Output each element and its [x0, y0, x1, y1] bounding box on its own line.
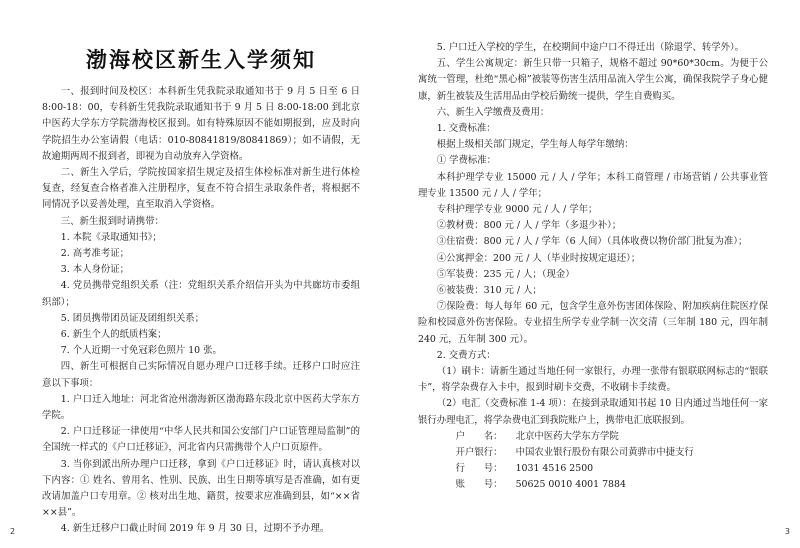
payment-method-heading: 2. 交费方式： [436, 349, 496, 361]
tuition-college: 专科护理学专业 9000 元 / 人 / 学年； [436, 204, 598, 216]
fee-item: ④公寓押金：200 元 / 人（毕业时按规定退还）； [436, 252, 641, 264]
right-body [418, 40, 768, 494]
bank-account: 账 号： 50625 0010 4001 7884 [455, 479, 626, 491]
list-item: 1. 户口迁入地址：河北省沧州渤海新区渤海路东段北京中医药大学东方学院。 [42, 393, 360, 422]
list-item: 2. 高考准考证； [60, 248, 129, 260]
items-to-bring-heading: 三、新生报到时请携带： [60, 215, 164, 227]
fees-heading: 六、新生入学缴费及费用： [436, 106, 550, 118]
household-registration-paragraph: 四、新生可根据自己实际情况自愿办理户口迁移手续。迁移户口时应注意以下事项： [42, 361, 360, 389]
list-item: 5. 团员携带团员证及团组织关系； [60, 312, 204, 324]
reporting-time-paragraph: 一、报到时间及校区：本科新生凭我院录取通知书于 9 月 5 日至 6 日 8:00-18：00，专科新生凭我院录取通知书于 9 月 5 日 8:00-18:00 到北京中医药大学东方学院渤海校区报到。如有特殊原因不能如期报到，应及时向学院招生办公室请假（电话：010-80841819/80841869）；如不请假，无故逾期两周不报到者，即视为自动放弃入学资格。 [42, 86, 360, 162]
bank-info [418, 429, 768, 494]
fee-item: ③住宿费：800 元 / 人 / 学年（6 人间）（具体收费以物价部门批复为准）； [436, 236, 748, 248]
page-number: 3 [784, 527, 790, 536]
list-item: 3. 当你到派出所办理户口迁移，拿到《户口迁移证》时，请认真核对以下内容：① 姓名、曾用名、性别、民族、出生日期等填写是否准确，如有更改请加盖户口专用章。② 核对出生地、籍贯，按要求应准确到县，如“××省××县”。 [42, 458, 360, 519]
fee-item: ②教材费：800 元 / 人 / 学年（多退少补）； [436, 220, 622, 232]
fee-item: ⑥被装费：310 元 / 人； [436, 285, 542, 297]
payment-card: （1）刷卡：请新生通过当地任何一家银行，办理一张带有银联联网标志的“银联卡”，将学杂费存入卡中，报到时刷卡交费，不收刷卡手续费。 [418, 366, 768, 394]
bank-code: 行 号： 1031 4516 2500 [455, 463, 594, 475]
fee-item: ⑤军装费：235 元 / 人；（现金） [436, 268, 575, 280]
list-item: 3. 本人身份证； [60, 264, 129, 276]
left-body [42, 84, 360, 538]
right-page [400, 0, 800, 548]
bank-holder: 户 名： 北京中医药大学东方学院 [455, 430, 619, 442]
tuition-undergrad: 本科护理学专业 15000 元 / 人 / 学年；本科工商管理 / 市场营销 / 公共事业管理专业 13500 元 / 人 / 学年； [418, 171, 768, 199]
list-item: 4. 党员携带党组织关系（注：党组织关系介绍信开头为中共廊坊市委组织部）； [42, 280, 360, 308]
fee-standard-heading: 1. 交费标准： [436, 123, 496, 135]
page-number: 2 [10, 527, 16, 536]
list-item: 2. 户口迁移证一律使用“中华人民共和国公安部门户口证管理局监制”的全国统一样式的《户口迁移证》，河北省内只需携带个人户口页原件。 [42, 426, 360, 454]
health-check-paragraph: 二、新生入学后，学院按国家招生规定及招生体检标准对新生进行体检复查，经复查合格者准入注册程序，复查不符合招生录取条件者，将根据不同情况予以妥善处理，直至取消入学资格。 [42, 167, 360, 211]
page-title: 渤海校区新生入学须知 [86, 48, 316, 72]
list-item: 1. 本院《录取通知书》； [60, 231, 162, 243]
list-item: 6. 新生个人的纸质档案； [60, 329, 167, 341]
bank-name: 开户银行： 中国农业银行股份有限公司黄骅市中捷支行 [455, 447, 694, 459]
dormitory-rules-paragraph: 五、学生公寓规定：新生只带一只箱子，规格不超过 90*60*30cm。为便于公寓统一管理，杜绝“黑心棉”被装等伤害生活用品流入学生公寓，确保我院学子身心健康，新生被装及生活用品由学校后勤统一提供，学生自费购买。 [418, 58, 768, 102]
fee-intro: 根据上级相关部门规定，学生每人每学年缴纳： [436, 139, 634, 151]
payment-wire: （2）电汇（交费标准 1-4 项）：在接到录取通知书起 10 日内通过当地任何一家银行办理电汇，将学杂费电汇到我院账户上，携带电汇底联报到。 [418, 398, 768, 426]
list-item: 4. 新生迁移户口截止时间 2019 年 9 月 30 日，过期不予办理。 [60, 523, 330, 535]
fee-item: ⑦保险费：每人每年 60 元，包含学生意外伤害团体保险、附加疾病住院医疗保险和校园意外伤害保险。专业招生所学专业学制一次交清（三年制 180 元，四年制 240 元，五年制 300 元）。 [418, 301, 768, 345]
tuition-heading: ① 学费标准： [436, 155, 497, 167]
list-item: 7. 个人近期一寸免冠彩色照片 10 张。 [60, 345, 222, 357]
list-item: 5. 户口迁入学校的学生，在校期间中途户口不得迁出（除退学、转学外）。 [436, 42, 745, 53]
